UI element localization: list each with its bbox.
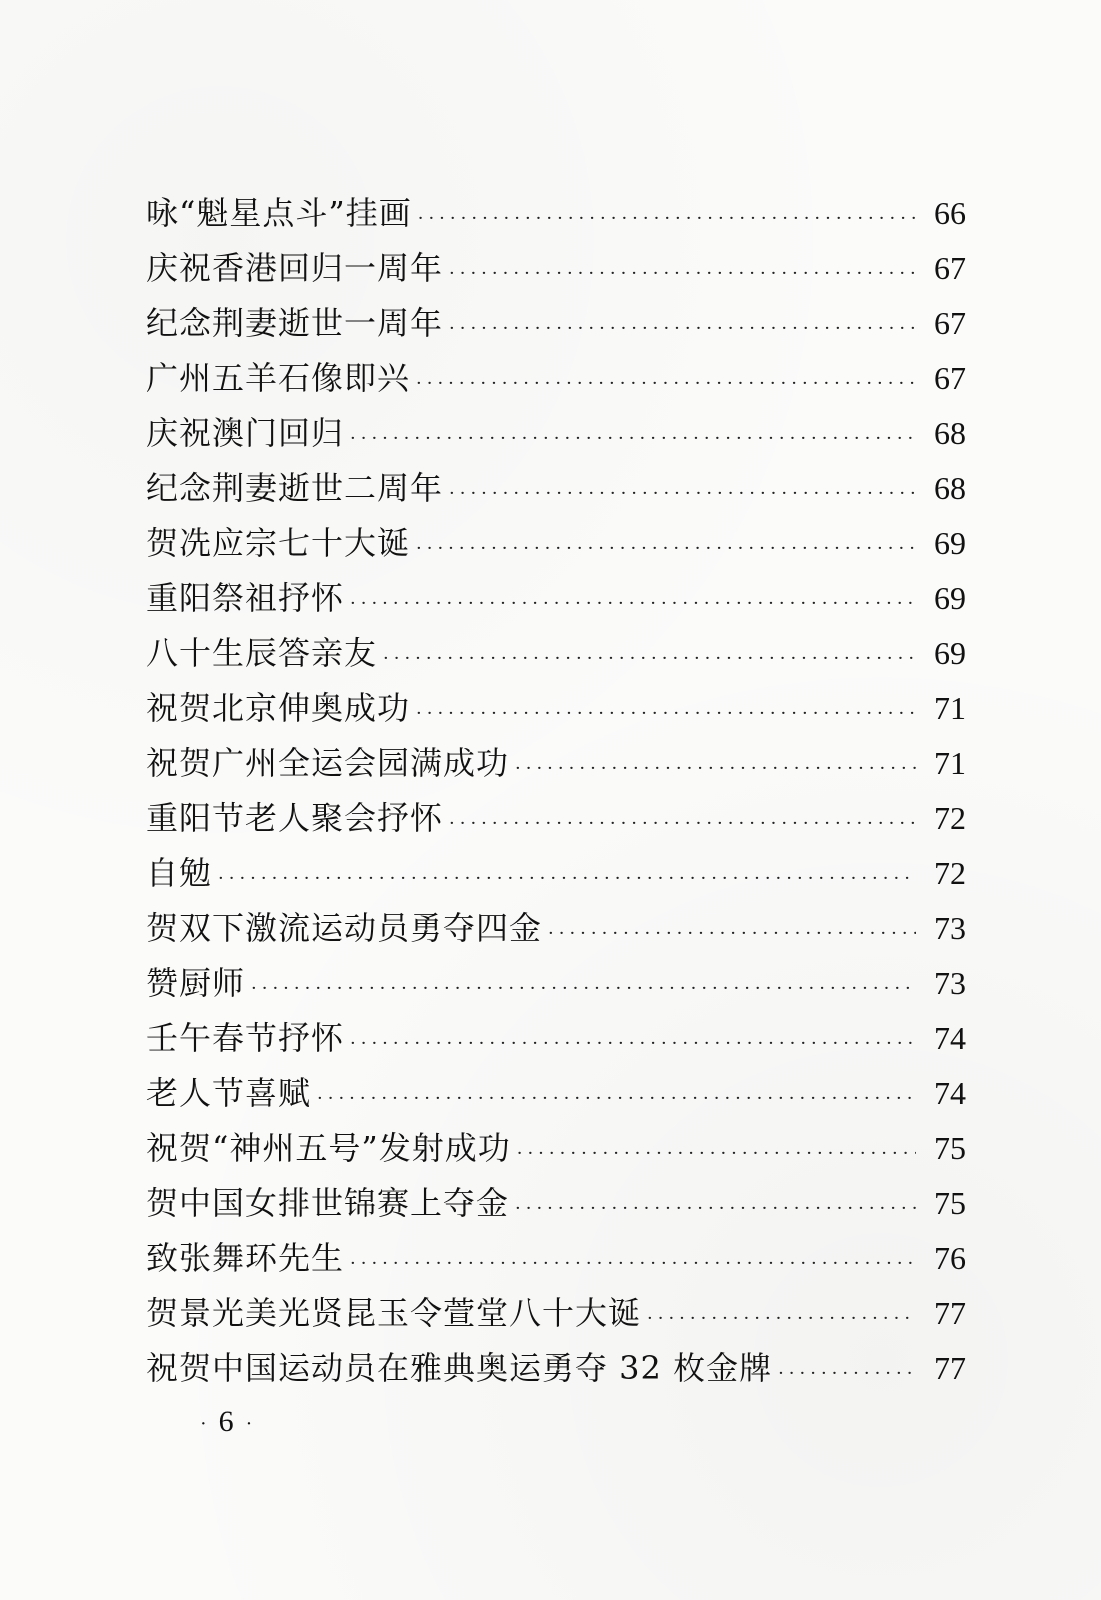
toc-entry [146,351,966,406]
toc-entry [146,1066,966,1121]
toc-title: 祝贺广州全运会园满成功 [146,744,510,782]
toc-title: 庆祝澳门回归 [146,414,345,452]
dot-leader [449,301,916,356]
toc-page-number: 67 [934,305,966,341]
toc-page-number: 77 [934,1350,966,1386]
toc-entry [146,681,966,736]
toc-page-number: 68 [934,470,966,506]
toc-entry [146,461,966,516]
toc-entry [146,406,966,461]
dot-leader [449,796,916,851]
dot-leader [418,191,916,246]
toc-title: 咏“魁星点斗”挂画 [146,194,412,232]
dot-leader [350,576,916,631]
toc-page-number: 66 [934,195,966,231]
page-folio [188,1405,264,1439]
toc-title: 重阳节老人聚会抒怀 [146,799,444,837]
toc-page-number: 74 [934,1020,966,1056]
table-of-contents [146,186,966,1396]
dot-leader [449,466,916,521]
toc-title: 八十生辰答亲友 [146,634,378,672]
toc-page-number: 77 [934,1295,966,1331]
toc-page-number: 67 [934,360,966,396]
toc-title: 广州五羊石像即兴 [146,359,411,397]
toc-entry [146,571,966,626]
dot-leader [416,686,916,741]
dot-leader [515,741,916,796]
toc-title: 纪念荆妻逝世一周年 [146,304,444,342]
toc-title: 致张舞环先生 [146,1239,345,1277]
dot-leader [350,1016,916,1071]
toc-page-number: 67 [934,250,966,286]
toc-title: 纪念荆妻逝世二周年 [146,469,444,507]
dot-leader [350,1236,916,1291]
toc-title: 壬午春节抒怀 [146,1019,345,1057]
toc-title: 贺冼应宗七十大诞 [146,524,411,562]
toc-title: 祝贺中国运动员在雅典奥运勇夺 32 枚金牌 [146,1349,773,1387]
dot-leader [218,851,916,906]
dot-leader [778,1346,916,1401]
toc-page-number: 75 [934,1130,966,1166]
toc-title: 自勉 [146,854,213,892]
toc-entry [146,1176,966,1231]
toc-page-number: 71 [934,690,966,726]
toc-page-number: 73 [934,965,966,1001]
toc-title: 庆祝香港回归一周年 [146,249,444,287]
toc-entry [146,186,966,241]
toc-title: 祝贺“神州五号”发射成功 [146,1129,511,1167]
toc-page-number: 69 [934,580,966,616]
toc-page-number: 75 [934,1185,966,1221]
dot-leader [548,906,916,961]
toc-entry [146,1121,966,1176]
dot-leader [647,1291,916,1346]
toc-title: 贺双下激流运动员勇夺四金 [146,909,543,947]
toc-entry [146,296,966,351]
toc-page-number: 72 [934,800,966,836]
toc-title: 赞厨师 [146,964,246,1002]
toc-entry [146,791,966,846]
toc-entry [146,241,966,296]
toc-entry [146,1341,966,1396]
toc-entry [146,1231,966,1286]
folio-number: 6 [218,1405,234,1438]
toc-entry [146,1286,966,1341]
toc-page-number: 72 [934,855,966,891]
toc-page-number: 76 [934,1240,966,1276]
toc-title: 祝贺北京伸奥成功 [146,689,411,727]
toc-title: 贺中国女排世锦赛上夺金 [146,1184,510,1222]
toc-entry [146,736,966,791]
dot-leader [517,1126,916,1181]
toc-title: 老人节喜赋 [146,1074,312,1112]
dot-leader [317,1071,916,1126]
toc-page-number: 69 [934,635,966,671]
toc-page-number: 71 [934,745,966,781]
folio-dot-left: · [200,1412,207,1435]
toc-title: 贺景光美光贤昆玉令萱堂八十大诞 [146,1294,642,1332]
toc-page-number: 73 [934,910,966,946]
dot-leader [416,356,916,411]
toc-entry [146,956,966,1011]
dot-leader [251,961,916,1016]
toc-entry [146,1011,966,1066]
toc-page-number: 74 [934,1075,966,1111]
dot-leader [515,1181,916,1236]
toc-title: 重阳祭祖抒怀 [146,579,345,617]
toc-entry [146,626,966,681]
toc-page-number: 68 [934,415,966,451]
dot-leader [449,246,916,301]
dot-leader [350,411,916,466]
folio-dot-right: · [245,1412,253,1435]
toc-entry [146,516,966,571]
toc-entry [146,846,966,901]
toc-entry [146,901,966,956]
dot-leader [383,631,916,686]
dot-leader [416,521,916,576]
toc-page-number: 69 [934,525,966,561]
